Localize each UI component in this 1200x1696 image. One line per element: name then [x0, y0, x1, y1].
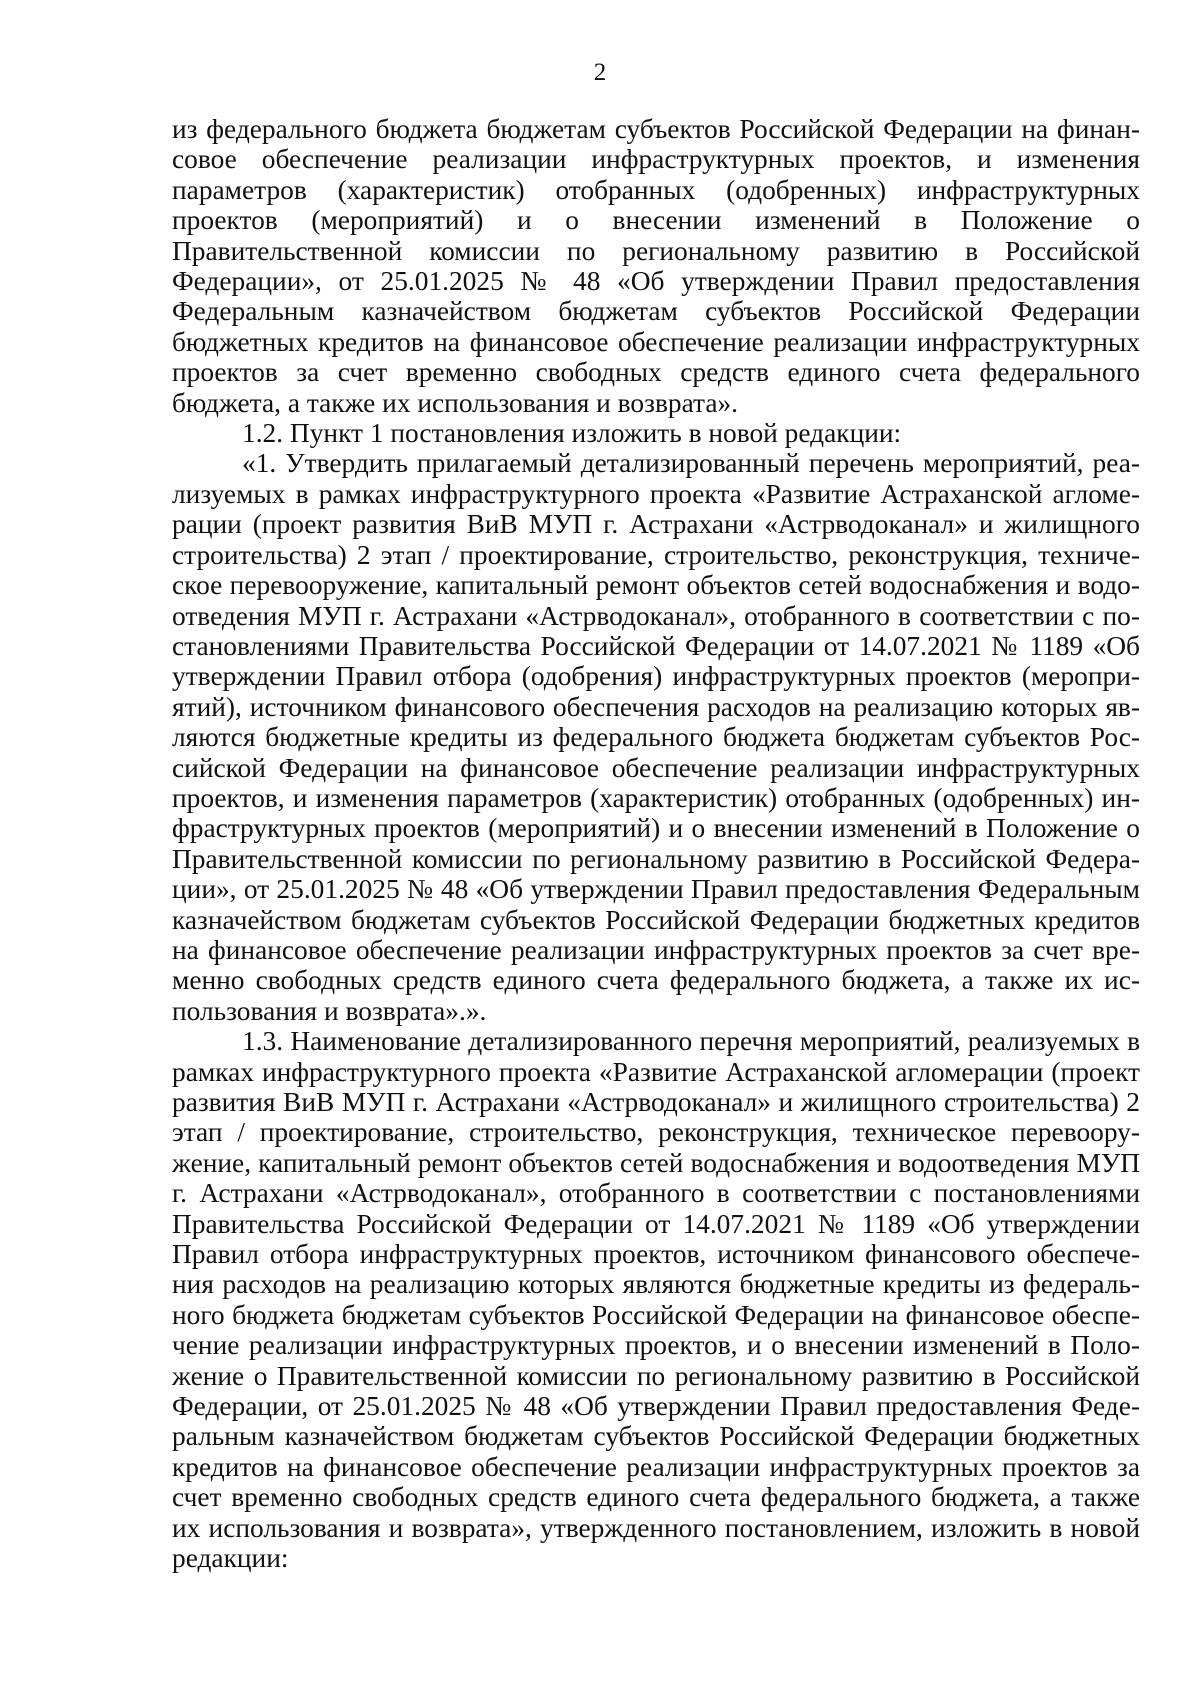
paragraph-item-1-3: 1.3. Наименование детализированного перечня мероприятий, реализуемых в рамках инфраструктурного проекта «Развитие Астраханской агломерации (проект развития ВиВ МУП г. Астрахани «Астрводоканал» и жилищного строительства) 2 этап / проектирование, строительство, реконструкция, техническое перевооружение, капитальный ремонт объектов сетей водоснабжения и водоотведения МУП г. Астрахани «Астрводоканал», отобранного в соответствии с постановлениями Правительства Российской Федерации от 14.07.2021 № 1189 «Об утверждении Правил отбора инфраструктурных проектов, источником финансового обеспечения расходов на реализацию которых являются бюджетные кредиты из федерального бюджета бюджетам субъектов Российской Федерации на финансовое обеспечение реализации инфраструктурных проектов, и о внесении изменений в Положение о Правительственной комиссии по региональному развитию в Российской Федерации, от 25.01.2025 № 48 «Об утверждении Правил предоставления Федеральным казначейством бюджетам субъектов Российской Федерации бюджетных кредитов на финансовое обеспечение реализации инфраструктурных проектов за счет временно свободных средств единого счета федерального бюджета, а также их использования и возврата», утвержденного постановлением, изложить в новой редакции:	[172, 1026, 1140, 1574]
paragraph-continuation: из федерального бюджета бюджетам субъектов Российской Федерации на финансовое обеспечение реализации инфраструктурных проектов, и изменения параметров (характеристик) отобранных (одобренных) инфраструктурных проектов (мероприятий) и о внесении изменений в Положение о Правительственной комиссии по региональному развитию в Российской Федерации», от 25.01.2025 № 48 «Об утверждении Правил предоставления Федеральным казначейством бюджетам субъектов Российской Федерации бюджетных кредитов на финансовое обеспечение реализации инфраструктурных проектов за счет временно свободных средств единого счета федерального бюджета, а также их использования и возврата».	[172, 114, 1140, 418]
paragraph-item-1-2: 1.2. Пункт 1 постановления изложить в новой редакции:	[242, 418, 902, 449]
paragraph-quoted-item-1: «1. Утвердить прилагаемый детализированный перечень мероприятий, реализуемых в рамках инфраструктурного проекта «Развитие Астраханской агломерации (проект развития ВиВ МУП г. Астрахани «Астрводоканал» и жилищного строительства) 2 этап / проектирование, строительство, реконструкция, техническое перевооружение, капитальный ремонт объектов сетей водоснабжения и водоотведения МУП г. Астрахани «Астрводоканал», отобранного в соответствии с постановлениями Правительства Российской Федерации от 14.07.2021 № 1189 «Об утверждении Правил отбора (одобрения) инфраструктурных проектов (мероприятий), источником финансового обеспечения расходов на реализацию которых являются бюджетные кредиты из федерального бюджета бюджетам субъектов Российской Федерации на финансовое обеспечение реализации инфраструктурных проектов, и изменения параметров (характеристик) отобранных (одобренных) инфраструктурных проектов (мероприятий) и о внесении изменений в Положение о Правительственной комиссии по региональному развитию в Российской Федерации», от 25.01.2025 № 48 «Об утверждении Правил предоставления Федеральным казначейством бюджетам субъектов Российской Федерации бюджетных кредитов на финансовое обеспечение реализации инфраструктурных проектов за счет временно свободных средств единого счета федерального бюджета, а также их использования и возврата».».	[172, 448, 1140, 1026]
document-body	[172, 114, 1140, 1574]
page-number: 2	[593, 59, 607, 86]
